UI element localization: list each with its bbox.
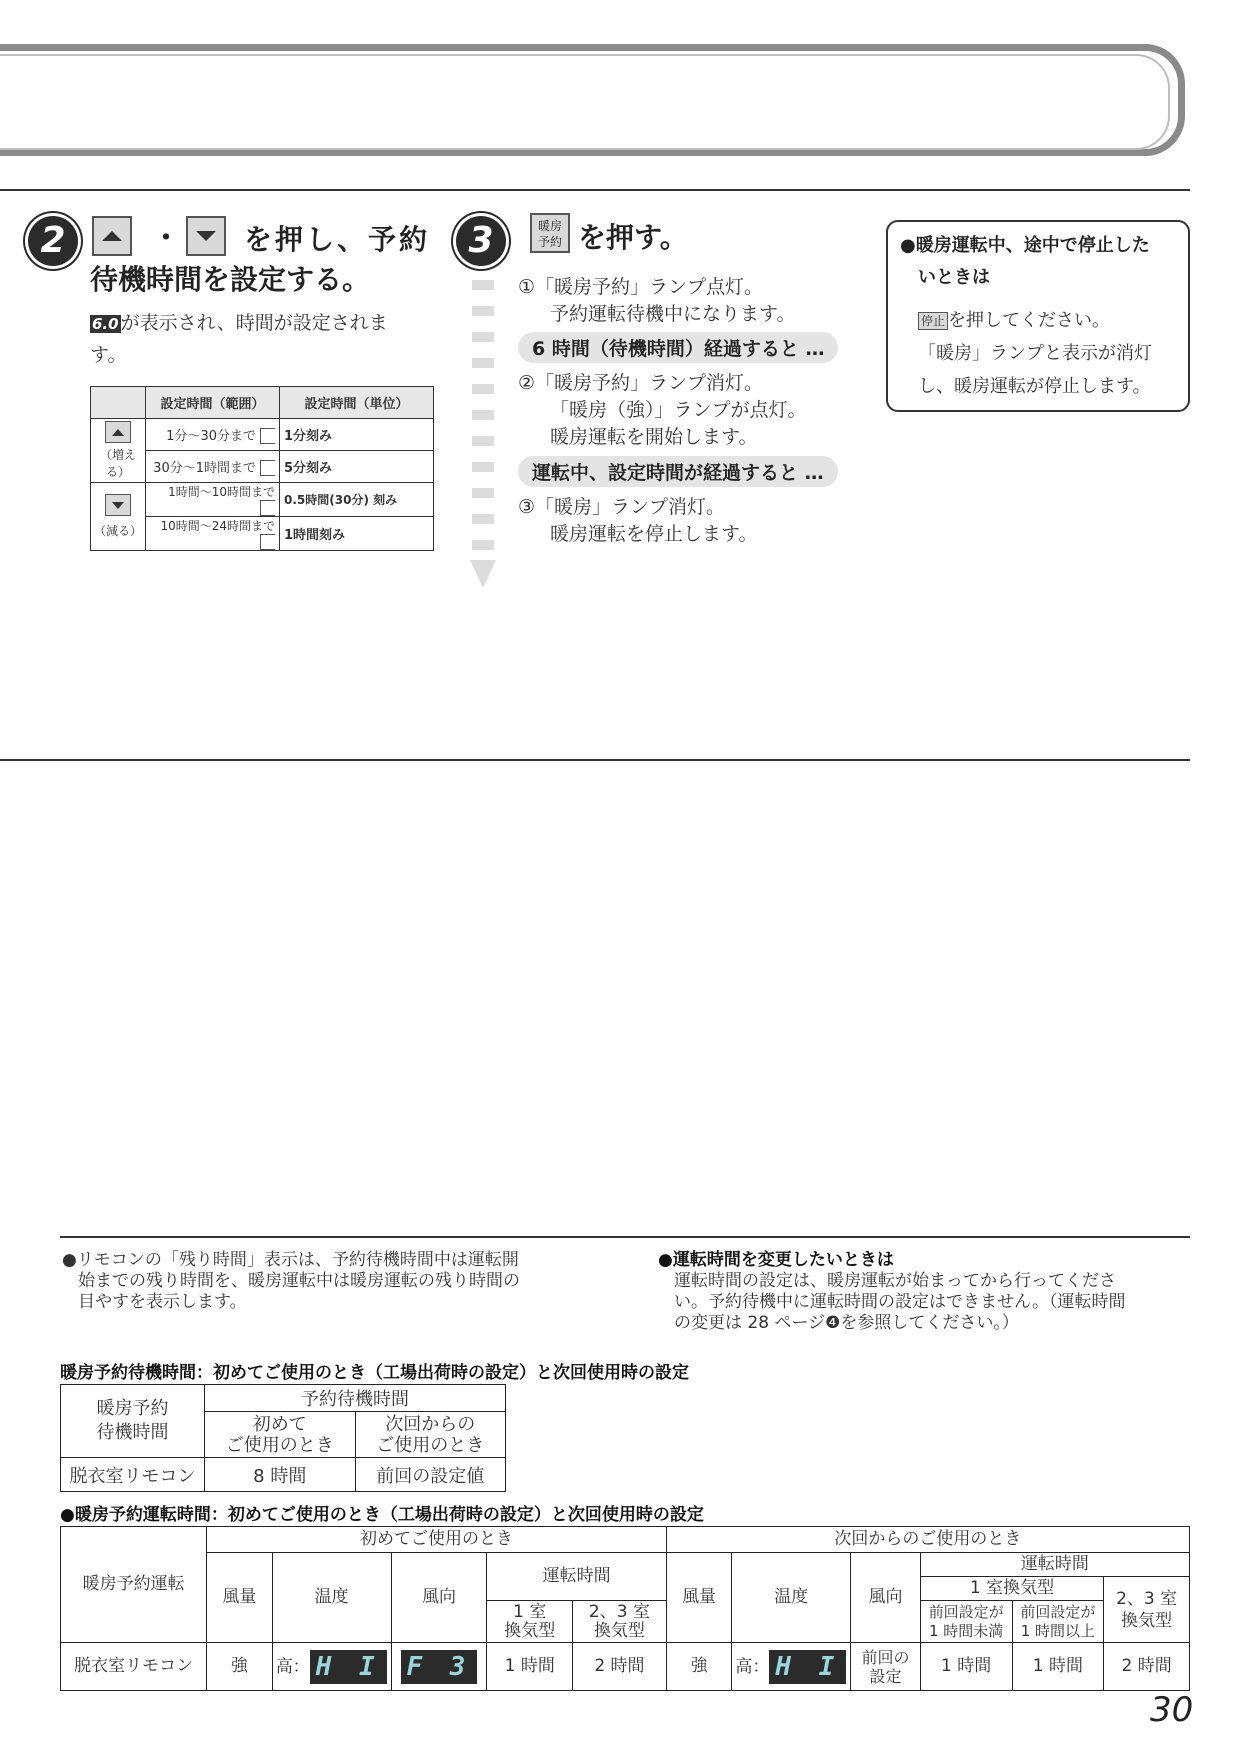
small-down-key-icon bbox=[105, 494, 131, 516]
note-title-b: いときは bbox=[918, 267, 990, 288]
operating-time-table bbox=[60, 1526, 1190, 1691]
stop-key-icon: 停止 bbox=[918, 312, 948, 330]
table-corner bbox=[91, 387, 146, 419]
bottom-note-right-b: い。予約待機中に運転時間の設定はできません。（運転時間 bbox=[674, 1292, 1126, 1312]
unit-text: 1時間刻み bbox=[280, 517, 434, 551]
increase-label: （増える） bbox=[99, 448, 136, 479]
two-room-cell bbox=[573, 1601, 667, 1643]
standby-label-a: 暖房予約 bbox=[96, 1398, 169, 1419]
key-label-line1: 暖房 bbox=[537, 219, 562, 233]
next-use-header bbox=[355, 1412, 506, 1458]
progress-dash bbox=[472, 280, 494, 290]
note-title bbox=[900, 230, 1150, 294]
progress-dash bbox=[472, 410, 494, 420]
unit-text: 1分刻み bbox=[280, 419, 434, 451]
note-body bbox=[918, 304, 1152, 403]
step-3-line-3b: 暖房運転を停止します。 bbox=[550, 523, 758, 545]
down-key-icon bbox=[186, 216, 226, 256]
two-three-room-header bbox=[1104, 1577, 1190, 1643]
standby-label-cell bbox=[61, 1385, 205, 1458]
table-row bbox=[61, 1458, 506, 1492]
first-use-value: 8 時間 bbox=[205, 1458, 356, 1492]
step-3-line-2a: ②「暖房予約」ランプ消灯。 bbox=[518, 372, 764, 394]
bottom-note-left bbox=[62, 1250, 520, 1313]
prev-dir-a: 前回の bbox=[861, 1647, 910, 1667]
step-3-line-2c: 暖房運転を開始します。 bbox=[550, 426, 758, 448]
up-key-icon bbox=[92, 216, 132, 256]
range-text: 10時間〜24時間まで bbox=[160, 519, 275, 533]
progress-dash bbox=[472, 540, 494, 550]
step-2-title-a: を押し、予約 bbox=[244, 223, 431, 256]
time-one-room: 1 時間 bbox=[487, 1643, 573, 1691]
note-line-1: を押してください。 bbox=[948, 310, 1111, 331]
prev-dir-cell bbox=[851, 1643, 921, 1691]
heating-reserve-key-icon bbox=[530, 213, 570, 253]
table-row bbox=[91, 483, 434, 517]
prev-ge-b: 1 時間以上 bbox=[1020, 1621, 1096, 1640]
progress-arrow-icon bbox=[470, 560, 496, 588]
dir-header: 風向 bbox=[391, 1553, 487, 1643]
note-line-2: 「暖房」ランプと表示が消灯 bbox=[918, 343, 1152, 364]
fan-value: 強 bbox=[207, 1643, 273, 1691]
two-three-a: 2、3 室 bbox=[1116, 1588, 1178, 1609]
two-three-b: 換気型 bbox=[1121, 1610, 1173, 1631]
one-room-a: 1 室 bbox=[513, 1601, 547, 1622]
note-title-a: ●暖房運転中、途中で停止した bbox=[900, 235, 1150, 256]
temp-header: 温度 bbox=[732, 1553, 851, 1643]
table-3-corner: 暖房予約運転 bbox=[61, 1527, 207, 1643]
table-header-unit: 設定時間（単位） bbox=[280, 387, 434, 419]
increase-cell bbox=[91, 419, 146, 483]
range-text: 30分〜1時間まで bbox=[153, 460, 256, 476]
next-use-group: 次回からのご使用のとき bbox=[666, 1527, 1189, 1553]
temp-header: 温度 bbox=[272, 1553, 391, 1643]
step-3-pill-1: 6 時間（待機時間）経過すると … bbox=[518, 332, 838, 363]
row-label: 脱衣室リモコン bbox=[61, 1458, 205, 1492]
segment-display-hi: H I bbox=[310, 1650, 387, 1684]
note-line-3: し、暖房運転が停止します。 bbox=[918, 376, 1151, 397]
range-text: 1時間〜10時間まで bbox=[168, 485, 275, 499]
header-banner-inner-line bbox=[0, 54, 1170, 150]
segment-display-f3: F 3 bbox=[401, 1650, 478, 1684]
bottom-note-right-title: ●運転時間を変更したいときは bbox=[658, 1250, 894, 1270]
prev-lt-a: 前回設定が bbox=[928, 1602, 1004, 1621]
next-use-a: 次回からの bbox=[385, 1413, 476, 1435]
bottom-note-right-c: の変更は 28 ページ❹を参照してください。） bbox=[674, 1313, 1019, 1333]
arrow-icon bbox=[260, 460, 275, 476]
first-use-b: ご使用のとき bbox=[225, 1434, 334, 1456]
step-2-description bbox=[90, 308, 440, 371]
progress-dash bbox=[472, 332, 494, 342]
temp-prefix: 高： bbox=[275, 1656, 310, 1677]
progress-dash bbox=[472, 514, 494, 524]
prev-dir-b: 設定 bbox=[869, 1666, 902, 1686]
progress-dash bbox=[472, 384, 494, 394]
table-row bbox=[91, 419, 434, 451]
bottom-note-right bbox=[658, 1250, 1126, 1334]
arrow-icon bbox=[260, 500, 275, 516]
step-2-desc-b: す。 bbox=[90, 344, 127, 366]
progress-dash bbox=[472, 358, 494, 368]
step-3-line-2b: 「暖房（強）」ランプが点灯。 bbox=[550, 399, 807, 421]
next-use-value: 前回の設定値 bbox=[355, 1458, 506, 1492]
prev-ge-a: 前回設定が bbox=[1020, 1602, 1096, 1621]
optime-header: 運転時間 bbox=[920, 1553, 1189, 1577]
step-2-number: 2 bbox=[28, 216, 78, 266]
first-use-header bbox=[205, 1412, 356, 1458]
arrow-icon bbox=[260, 428, 275, 444]
unit-text: 5分刻み bbox=[280, 451, 434, 483]
section-divider-middle bbox=[0, 759, 1190, 761]
two-room-b: 換気型 bbox=[593, 1620, 645, 1641]
display-6-0-icon: 6.0 bbox=[92, 315, 119, 333]
temp-value-next-cell bbox=[732, 1643, 851, 1691]
progress-dash bbox=[472, 462, 494, 472]
next-use-b: ご使用のとき bbox=[376, 1434, 485, 1456]
step-3-line-1a: ①「暖房予約」ランプ点灯。 bbox=[518, 276, 764, 298]
unit-text: 0.5時間(30分) 刻み bbox=[280, 483, 434, 517]
standby-label-b: 待機時間 bbox=[96, 1422, 169, 1443]
dir-value-cell bbox=[391, 1643, 487, 1691]
step-2-desc-a: が表示され、時間が設定されま bbox=[120, 312, 388, 334]
step-2-separator: ・ bbox=[152, 221, 181, 254]
temp-value-cell bbox=[272, 1643, 391, 1691]
key-label-line2: 予約 bbox=[537, 235, 562, 249]
row-label: 脱衣室リモコン bbox=[61, 1643, 207, 1691]
next-time-2: 1 時間 bbox=[1012, 1643, 1104, 1691]
bottom-note-right-a: 運転時間の設定は、暖房運転が始まってから行ってくださ bbox=[674, 1271, 1116, 1291]
page-number: 30 bbox=[1150, 1690, 1194, 1730]
one-room-b: 換気型 bbox=[504, 1620, 556, 1641]
step-3-line-3a: ③「暖房」ランプ消灯。 bbox=[518, 496, 726, 518]
bottom-note-left-a: ●リモコンの「残り時間」表示は、予約待機時間中は運転開 bbox=[62, 1250, 519, 1270]
small-up-key-icon bbox=[105, 421, 131, 443]
segment-display-hi-next: H I bbox=[769, 1650, 846, 1684]
time-two-room: 2 時間 bbox=[573, 1643, 667, 1691]
fan-header: 風量 bbox=[666, 1553, 732, 1643]
fan-header: 風量 bbox=[207, 1553, 273, 1643]
first-use-a: 初めて bbox=[252, 1413, 307, 1435]
progress-dash bbox=[472, 306, 494, 316]
standby-time-table bbox=[60, 1384, 506, 1492]
step-3-pill-2: 運転中、設定時間が経過すると … bbox=[518, 456, 838, 487]
table-row bbox=[61, 1643, 1190, 1691]
step-3-number: 3 bbox=[456, 216, 506, 266]
temp-prefix-next: 高： bbox=[735, 1656, 770, 1677]
step-2-title-b: 待機時間を設定する。 bbox=[90, 263, 371, 296]
prev-lt-cell bbox=[920, 1601, 1012, 1643]
progress-dash bbox=[472, 436, 494, 446]
prev-lt-b: 1 時間未満 bbox=[929, 1621, 1004, 1640]
bottom-note-left-b: 始までの残り時間を、暖房運転中は暖房運転の残り時間の bbox=[78, 1271, 520, 1291]
prev-ge-cell bbox=[1012, 1601, 1104, 1643]
bottom-note-left-c: 目やすを表示します。 bbox=[78, 1292, 247, 1312]
progress-dash bbox=[472, 488, 494, 498]
one-room-header: 1 室換気型 bbox=[920, 1577, 1103, 1601]
range-text: 1分〜30分まで bbox=[166, 428, 256, 444]
two-room-a: 2、3 室 bbox=[588, 1601, 650, 1622]
fan-value-next: 強 bbox=[666, 1643, 732, 1691]
first-use-group: 初めてご使用のとき bbox=[207, 1527, 667, 1553]
step-3-line-1b: 予約運転待機中になります。 bbox=[550, 303, 796, 325]
next-time-3: 2 時間 bbox=[1104, 1643, 1190, 1691]
standby-group-header: 予約待機時間 bbox=[205, 1385, 506, 1412]
next-time-1: 1 時間 bbox=[920, 1643, 1012, 1691]
table-header-range: 設定時間（範囲） bbox=[146, 387, 280, 419]
table-2-caption: 暖房予約待機時間：初めてご使用のとき（工場出荷時の設定）と次回使用時の設定 bbox=[60, 1363, 689, 1383]
section-divider-bottom bbox=[60, 1236, 1190, 1238]
arrow-icon bbox=[260, 534, 275, 550]
decrease-label: （減る） bbox=[93, 524, 142, 538]
step-3-title: を押す。 bbox=[578, 221, 688, 254]
optime-header: 運転時間 bbox=[487, 1553, 666, 1601]
decrease-cell bbox=[91, 483, 146, 551]
table-3-caption: ●暖房予約運転時間：初めてご使用のとき（工場出荷時の設定）と次回使用時の設定 bbox=[60, 1505, 704, 1525]
dir-header: 風向 bbox=[851, 1553, 921, 1643]
one-room-cell bbox=[487, 1601, 573, 1643]
step-2-setting-table bbox=[90, 386, 434, 551]
section-divider-top bbox=[0, 189, 1190, 191]
